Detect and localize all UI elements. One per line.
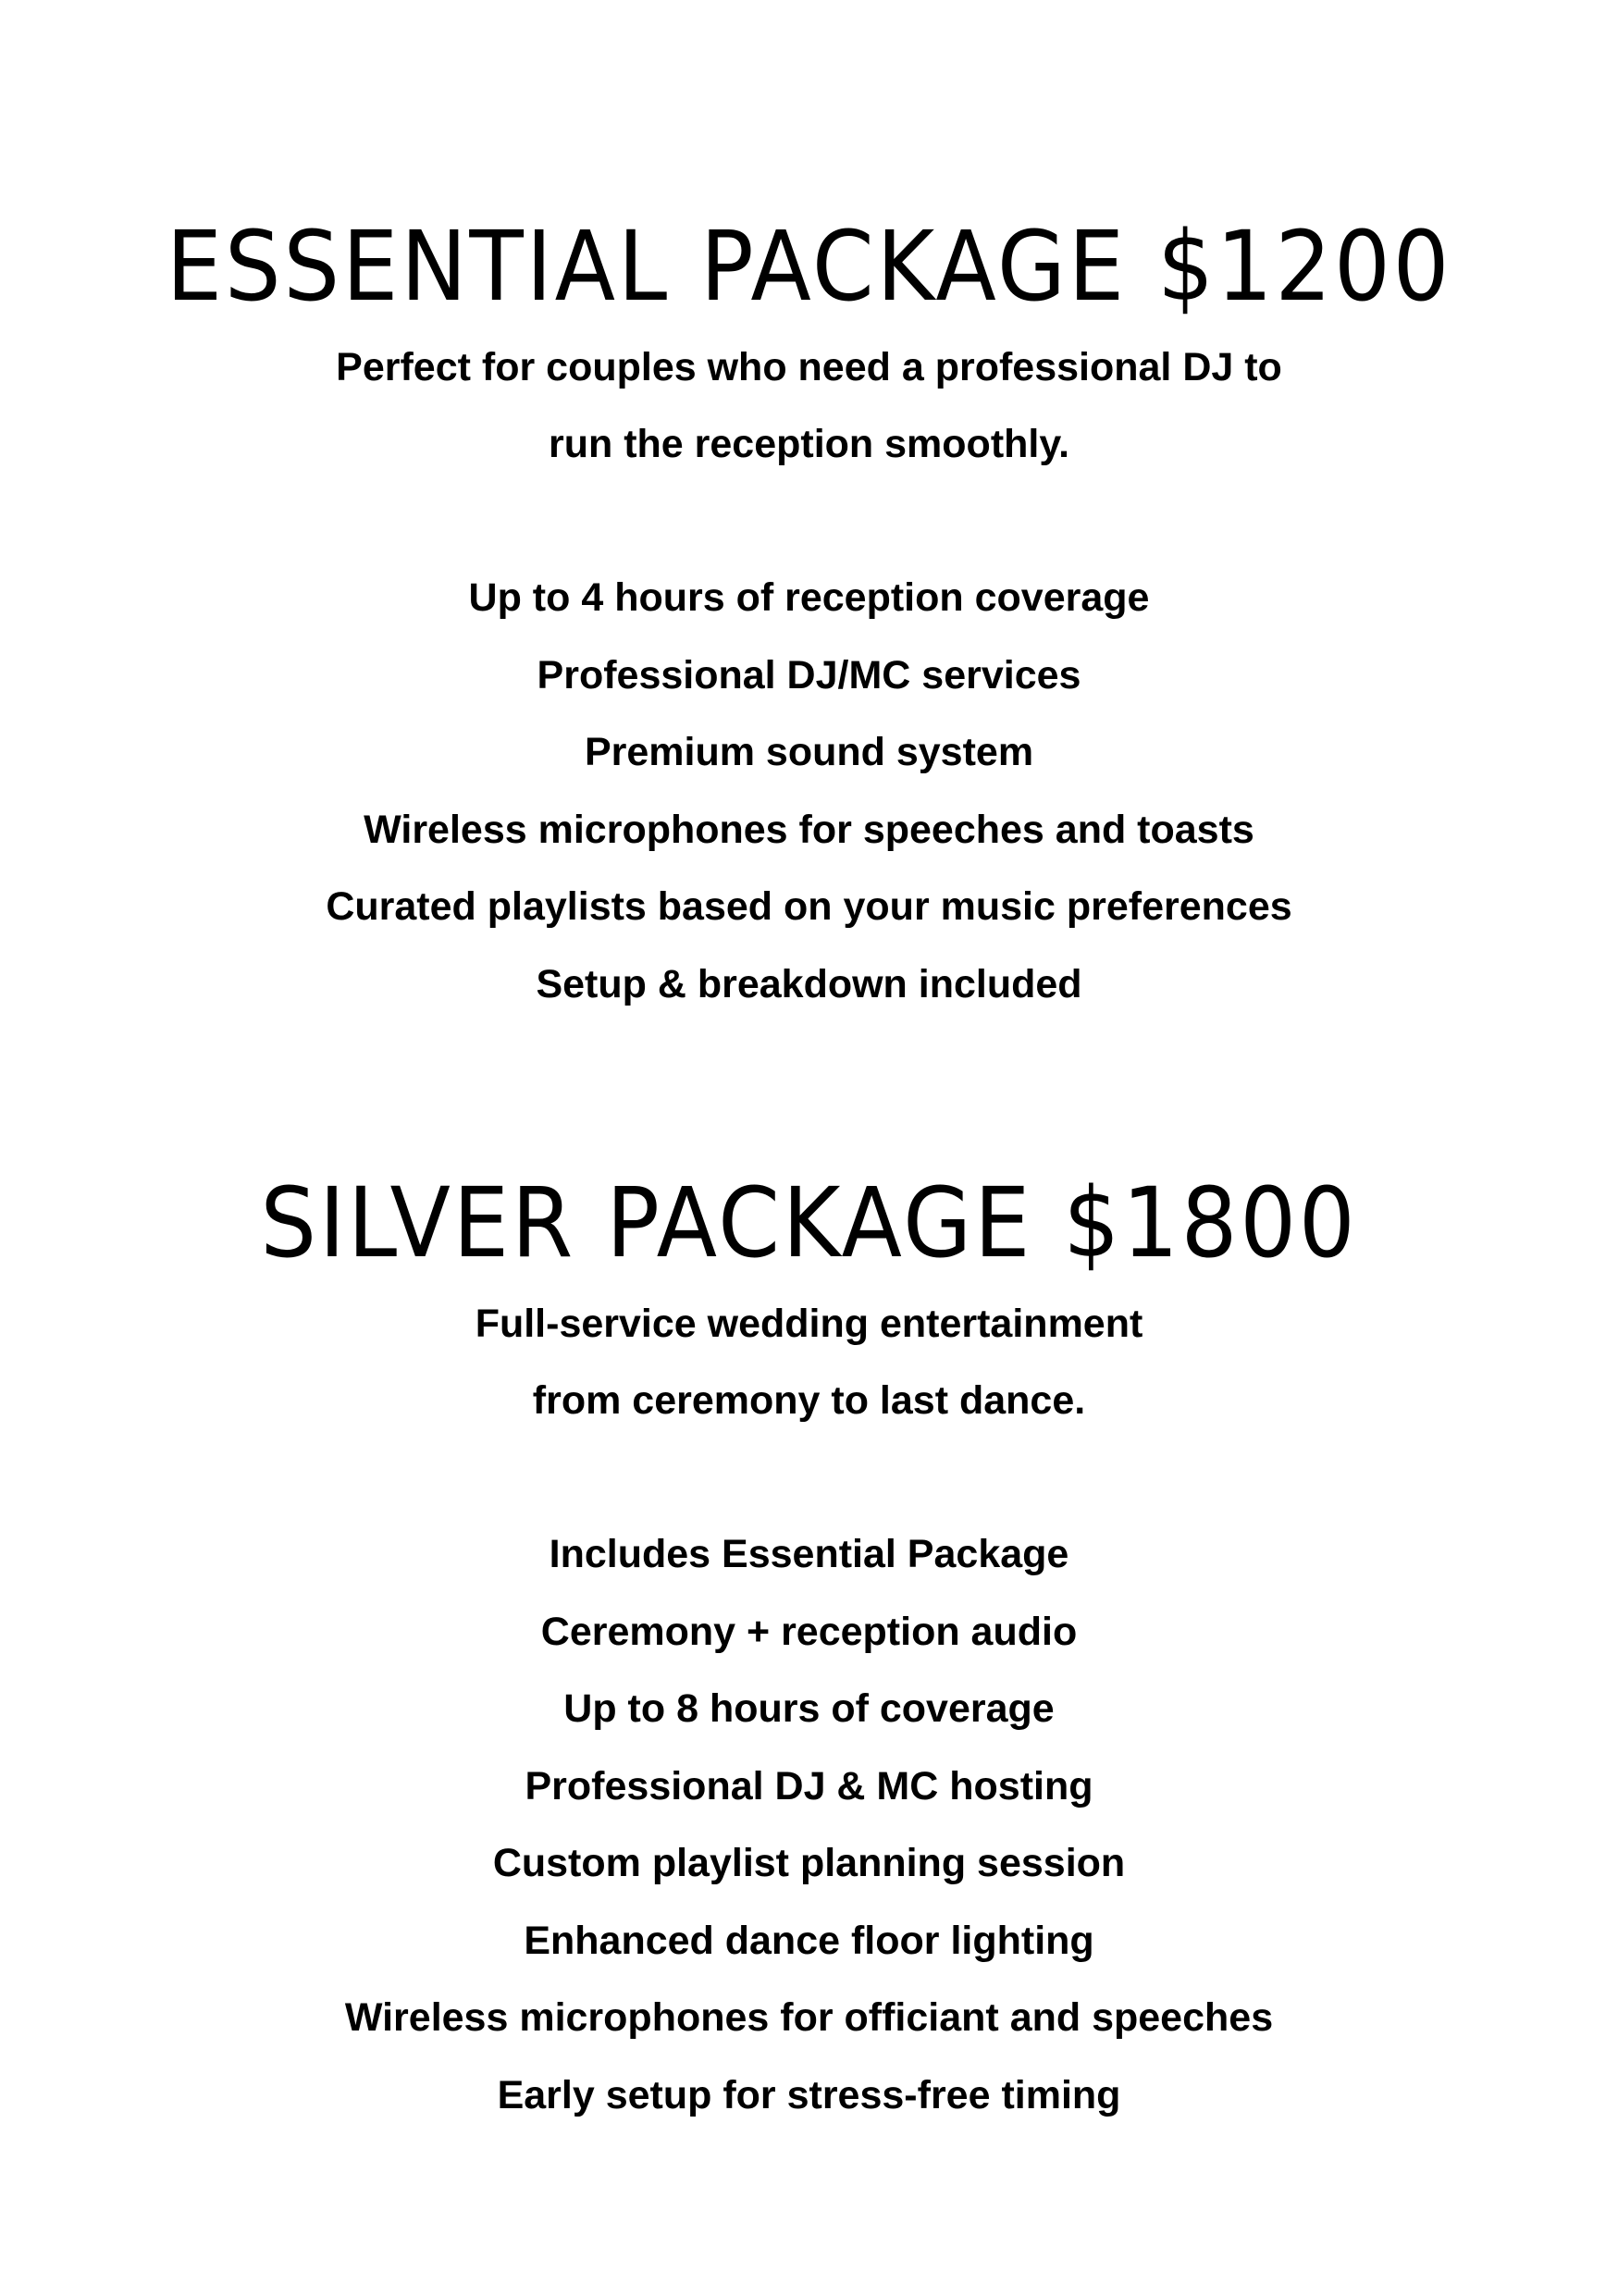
silver-feature-list xyxy=(0,1516,1618,2134)
silver-package-tagline xyxy=(0,1286,1618,1439)
essential-package-title: ESSENTIAL PACKAGE $1200 xyxy=(166,210,1452,323)
essential-feature-item: Setup & breakdown included xyxy=(536,961,1082,1006)
essential-package-tagline xyxy=(0,329,1618,483)
essential-package-section xyxy=(0,211,1618,1023)
silver-feature-item: Enhanced dance floor lighting xyxy=(524,1918,1094,1963)
silver-feature-item: Early setup for stress-free timing xyxy=(497,2072,1121,2117)
silver-feature-item: Up to 8 hours of coverage xyxy=(563,1686,1055,1731)
essential-feature-list xyxy=(0,560,1618,1023)
silver-tagline-line: Full-service wedding entertainment xyxy=(475,1302,1143,1346)
silver-tagline-line: from ceremony to last dance. xyxy=(532,1378,1086,1423)
essential-feature-item: Professional DJ/MC services xyxy=(537,652,1081,697)
silver-feature-item: Custom playlist planning session xyxy=(492,1841,1126,1885)
essential-feature-item: Wireless microphones for speeches and toasts xyxy=(364,807,1254,852)
essential-tagline-line: Perfect for couples who need a professional DJ to xyxy=(336,345,1282,389)
essential-tagline-line: run the reception smoothly. xyxy=(548,422,1070,466)
essential-feature-item: Premium sound system xyxy=(584,730,1034,774)
silver-package-section xyxy=(0,1167,1618,2134)
essential-feature-item: Up to 4 hours of reception coverage xyxy=(468,575,1150,620)
essential-feature-item: Curated playlists based on your music preferences xyxy=(326,884,1292,929)
silver-package-title: SILVER PACKAGE $1800 xyxy=(260,1167,1358,1279)
silver-feature-item: Wireless microphones for officiant and speeches xyxy=(344,1995,1274,2040)
silver-feature-item: Ceremony + reception audio xyxy=(540,1609,1078,1654)
silver-feature-item: Includes Essential Package xyxy=(549,1532,1069,1576)
silver-feature-item: Professional DJ & MC hosting xyxy=(525,1763,1093,1808)
